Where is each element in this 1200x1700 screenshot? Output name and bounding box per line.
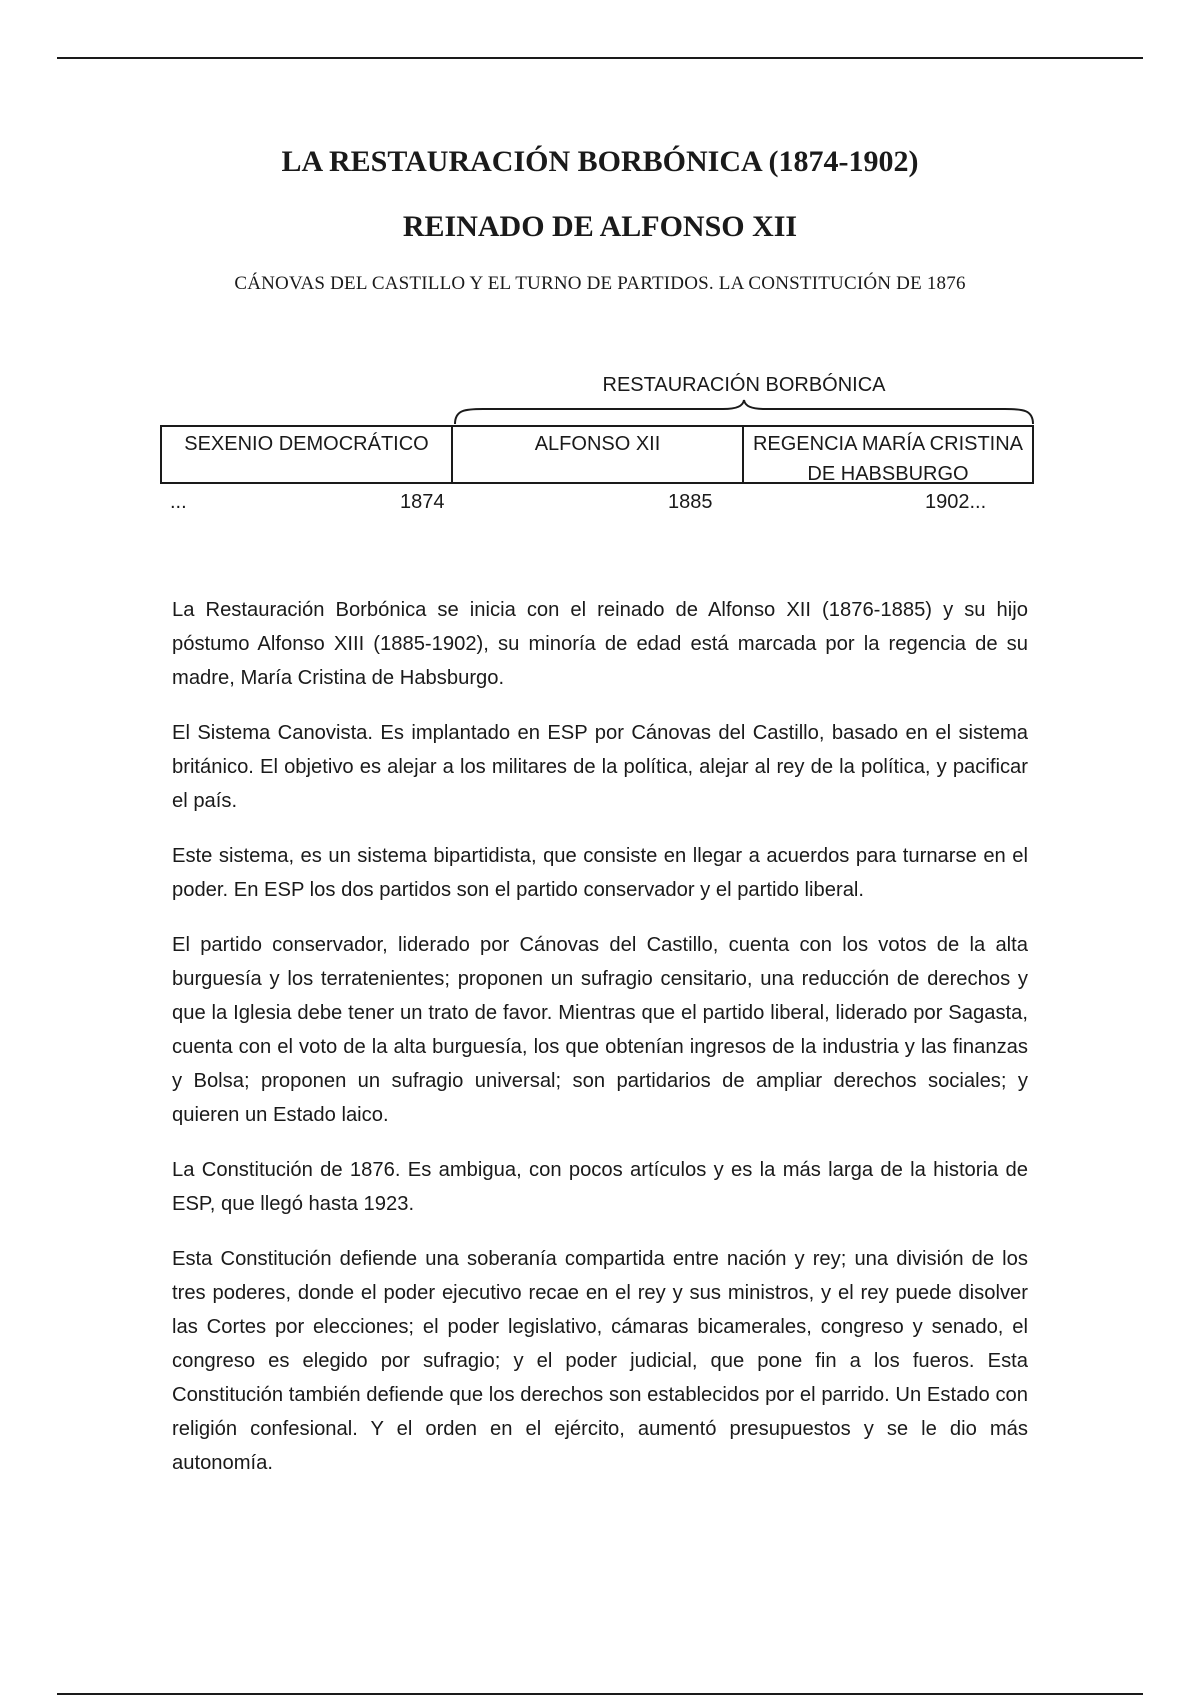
brace-label: RESTAURACIÓN BORBÓNICA	[602, 374, 886, 396]
period-regencia: REGENCIA MARÍA CRISTINA DE HABSBURGO	[752, 433, 1024, 485]
paragraph: El partido conservador, liderado por Cánovas del Castillo, cuenta con los votos de la alta burguesía y los terratenientes; proponen un sufragio censitario, una reducción de derechos y que la Iglesia debe tener un trato de favor. Mientras que el partido liberal, liderado por Sagasta, cuenta con el voto de la alta burguesía, los que obtenían ingresos de la industria y las finanzas y Bolsa; proponen un sufragio universal; son partidarios de ampliar derechos sociales; y quieren un Estado laico.	[172, 934, 1028, 1126]
timeline-diagram	[0, 0, 1200, 560]
year-start: ...	[170, 491, 187, 513]
period-table	[160, 425, 1034, 484]
body-text	[172, 593, 1028, 1501]
page-title: LA RESTAURACIÓN BORBÓNICA (1874-1902)	[281, 145, 919, 178]
paragraph: La Constitución de 1876. Es ambigua, con pocos artículos y es la más larga de la historia de ESP, que llegó hasta 1923.	[172, 1159, 1028, 1215]
bottom-rule	[57, 1693, 1143, 1695]
paragraph: La Restauración Borbónica se inicia con el reinado de Alfonso XII (1876-1885) y su hijo póstumo Alfonso XIII (1885-1902), su minoría de edad está marcada por la regencia de su madre, María Cristina de Habsburgo.	[172, 599, 1028, 689]
period-alfonso-xii: ALFONSO XII	[453, 427, 744, 482]
paragraph: Esta Constitución defiende una soberanía compartida entre nación y rey; una división de los tres poderes, donde el poder ejecutivo recae en el rey y sus ministros, y el rey puede disolver las Cortes por elecciones; el poder legislativo, cámaras bicamerales, congreso y senado, el congreso es elegido por sufragio; y el poder judicial, que pone fin a los fueros. Esta Constitución también defiende que los derechos son establecidos por el parrido. Un Estado con religión confesional. Y el orden en el ejército, aumentó presupuestos y se le dio más autonomía.	[172, 1248, 1028, 1474]
curly-brace	[453, 398, 1035, 426]
paragraph: El Sistema Canovista. Es implantado en ESP por Cánovas del Castillo, basado en el sistema británico. El objetivo es alejar a los militares de la política, alejar al rey de la política, y pacificar el país.	[172, 722, 1028, 812]
page-subtitle: CÁNOVAS DEL CASTILLO Y EL TURNO DE PARTIDOS. LA CONSTITUCIÓN DE 1876	[234, 273, 966, 294]
paragraph: Este sistema, es un sistema bipartidista, que consiste en llegar a acuerdos para turnarse en el poder. En ESP los dos partidos son el partido conservador y el partido liberal.	[172, 845, 1028, 901]
reign-title: REINADO DE ALFONSO XII	[402, 210, 798, 243]
year-1885: 1885	[668, 491, 713, 513]
year-1902: 1902...	[925, 491, 987, 513]
year-1874: 1874	[400, 491, 445, 513]
period-sexenio: SEXENIO DEMOCRÁTICO	[162, 427, 453, 482]
